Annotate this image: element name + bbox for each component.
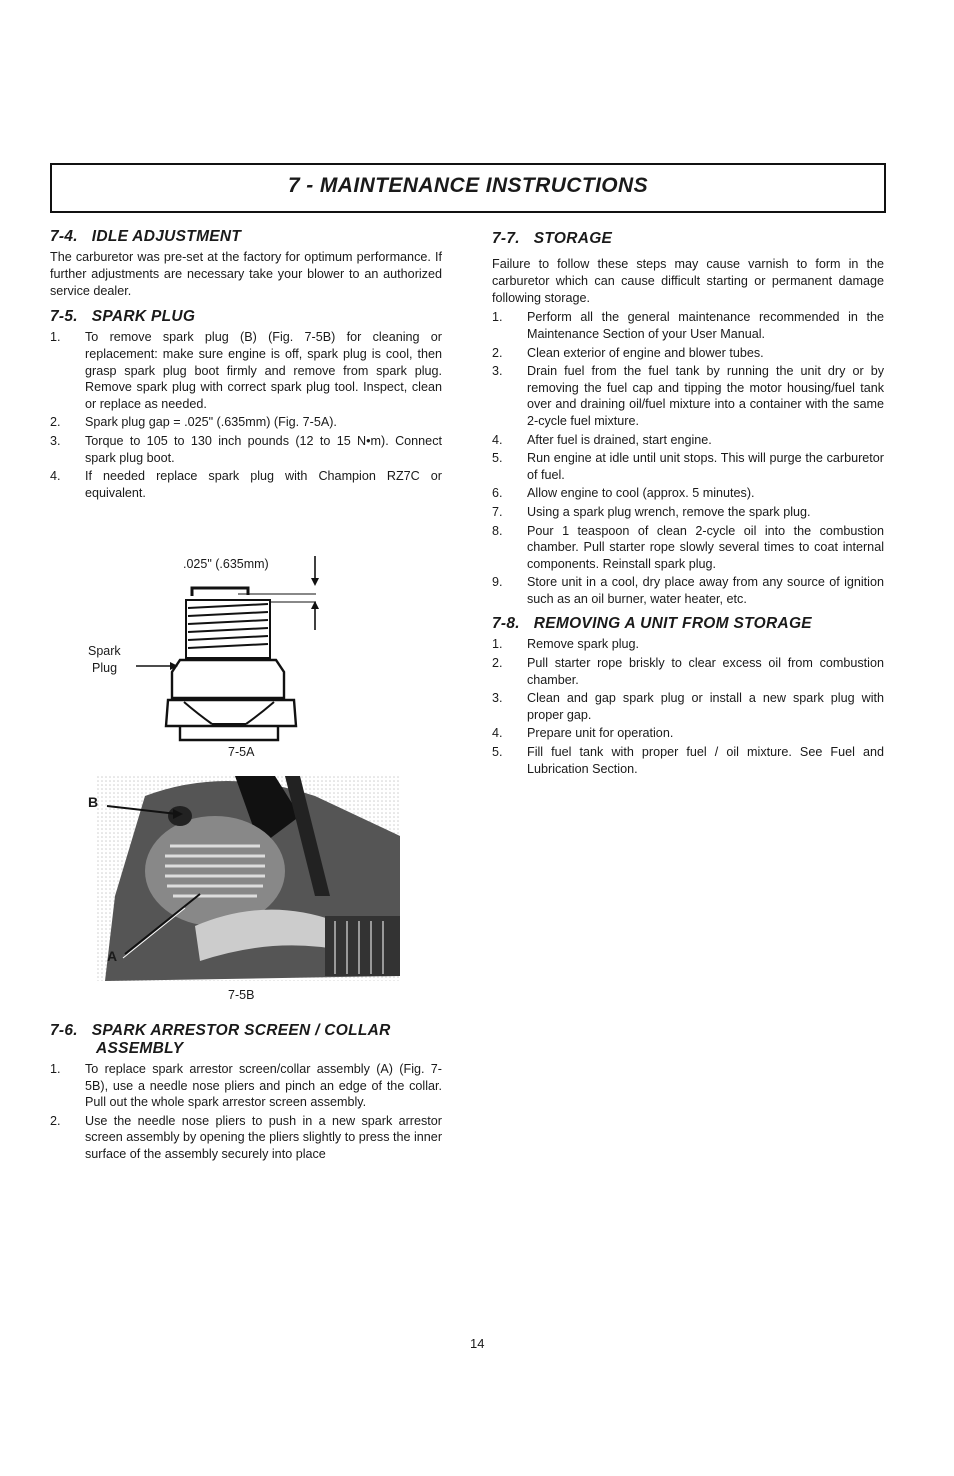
item-text: If needed replace spark plug with Champion RZ7C or equivalent. <box>85 469 442 500</box>
item-text: Using a spark plug wrench, remove the spark plug. <box>527 504 811 519</box>
item-text: Store unit in a cool, dry place away from any source of ignition such as an oil burner, water heater, etc. <box>527 575 884 606</box>
arrestor-heading-continued: ASSEMBLY <box>96 1040 184 1057</box>
figure-7-5a <box>88 548 348 768</box>
list-item <box>492 725 884 742</box>
item-text: Pull starter rope briskly to clear excess oil from combustion chamber. <box>527 656 884 687</box>
item-text: Run engine at idle until unit stops. This will purge the carburetor of fuel. <box>527 451 884 482</box>
item-text: Allow engine to cool (approx. 5 minutes). <box>527 486 755 501</box>
list-item <box>492 309 884 342</box>
storage-steps <box>492 309 884 607</box>
list-item <box>492 523 884 573</box>
item-text: To remove spark plug (B) (Fig. 7-5B) for cleaning or replacement: make sure engine is off, spark plug is cool, then grasp spark plug boot firmly and remove from spark plug. Remove spark plug with correct spark plug tool. Inspect, clean or replace as needed. <box>85 330 442 411</box>
list-item <box>50 1113 442 1163</box>
section-banner <box>50 163 886 213</box>
spark-plug-drawing <box>88 548 348 748</box>
item-text: Clean and gap spark plug or install a new spark plug with proper gap. <box>527 691 884 722</box>
arrestor-heading: 7-6. SPARK ARRESTOR SCREEN / COLLAR <box>50 1022 391 1039</box>
item-text: Drain fuel from the fuel tank by running the unit dry or by removing the fuel cap and tipping the motor housing/fuel tank over and draining oil/fuel mixture into a container with the same 2-cycle fuel mixture. <box>527 364 884 428</box>
storage-heading: 7-7. STORAGE <box>492 230 613 247</box>
removing-heading: 7-8. REMOVING A UNIT FROM STORAGE <box>492 615 812 633</box>
item-number: 1. <box>50 1062 61 1076</box>
figure-7-5b <box>85 776 405 1006</box>
engine-photo <box>85 776 405 981</box>
list-item <box>492 450 884 483</box>
list-item <box>492 574 884 607</box>
list-item <box>50 329 442 412</box>
item-text: After fuel is drained, start engine. <box>527 432 712 447</box>
item-number: 5. <box>492 451 503 466</box>
list-item <box>492 345 884 362</box>
list-item <box>492 690 884 723</box>
figure-7-5b-caption: 7-5B <box>228 988 255 1002</box>
list-item <box>492 744 884 777</box>
spark-plug-steps <box>50 329 442 501</box>
item-number: 2. <box>492 656 503 671</box>
right-column <box>492 230 884 779</box>
item-text: Clean exterior of engine and blower tubes. <box>527 345 764 360</box>
item-text: Fill fuel tank with proper fuel / oil mixture. See Fuel and Lubrication Section. <box>527 745 884 776</box>
item-number: 3. <box>492 364 503 379</box>
item-number: 1. <box>50 330 61 345</box>
storage-intro: Failure to follow these steps may cause varnish to form in the carburetor which can cause difficult starting or permanent damage following storage. <box>492 257 884 305</box>
item-text: Use the needle nose pliers to push in a new spark arrestor screen assembly by opening the pliers slightly to press the inner surface of the assembly securely into place <box>85 1113 443 1161</box>
item-text: Prepare unit for operation. <box>527 726 674 741</box>
section-title: 7 - MAINTENANCE INSTRUCTIONS <box>287 174 649 197</box>
item-number: 2. <box>50 1113 61 1128</box>
item-number: 5. <box>492 745 503 760</box>
item-number: 4. <box>50 469 61 484</box>
list-item <box>492 432 884 449</box>
item-number: 6. <box>492 486 503 501</box>
left-column <box>50 228 442 503</box>
list-item <box>50 1061 442 1111</box>
list-item <box>492 655 884 688</box>
item-number: 4. <box>492 432 503 447</box>
item-number: 7. <box>492 504 503 519</box>
spark-label: Spark <box>88 644 121 658</box>
figure-7-5a-caption: 7-5A <box>228 745 255 759</box>
plug-label: Plug <box>92 661 118 675</box>
removing-steps <box>492 636 884 777</box>
list-item <box>492 363 884 429</box>
list-item <box>50 468 442 501</box>
list-item <box>492 485 884 502</box>
arrestor-section <box>50 1022 442 1165</box>
item-number: 2. <box>492 345 503 360</box>
gap-label: .025" (.635mm) <box>183 557 269 571</box>
idle-adjustment-text: The carburetor was pre-set at the factory for optimum performance. If further adjustments are necessary take your blower to an authorized service dealer. <box>50 250 442 298</box>
item-text: Pour 1 teaspoon of clean 2-cycle oil into the combustion chamber. Pull starter rope slowly several times to coat internal components. Reinstall spark plug. <box>527 523 884 571</box>
spark-plug-heading: 7-5. SPARK PLUG <box>50 308 196 326</box>
item-number: 2. <box>50 415 61 430</box>
item-text: Torque to 105 to 130 inch pounds (12 to 15 N•m). Connect spark plug boot. <box>85 433 442 465</box>
list-item <box>50 414 442 431</box>
label-a: A <box>107 948 118 964</box>
label-b: B <box>88 794 99 810</box>
item-number: 1. <box>492 310 503 325</box>
list-item <box>50 433 442 466</box>
list-item <box>492 504 884 521</box>
item-number: 3. <box>50 433 61 448</box>
item-number: 1. <box>492 637 503 652</box>
item-text: To replace spark arrestor screen/collar assembly (A) (Fig. 7-5B), use a needle nose pliers and pinch an edge of the collar. Pull out the whole spark arrestor screen assembly. <box>85 1062 442 1110</box>
item-number: 4. <box>492 726 503 741</box>
list-item <box>492 636 884 653</box>
item-text: Perform all the general maintenance recommended in the Maintenance Section of your User Manual. <box>527 310 884 341</box>
page-number: 14 <box>470 1336 485 1351</box>
item-text: Spark plug gap = .025" (.635mm) (Fig. 7-5A). <box>85 415 337 430</box>
item-number: 9. <box>492 575 503 590</box>
item-number: 8. <box>492 523 503 538</box>
idle-adjustment-heading: 7-4. IDLE ADJUSTMENT <box>50 228 242 245</box>
item-text: Remove spark plug. <box>527 637 639 652</box>
arrestor-steps <box>50 1061 442 1163</box>
item-number: 3. <box>492 691 503 706</box>
